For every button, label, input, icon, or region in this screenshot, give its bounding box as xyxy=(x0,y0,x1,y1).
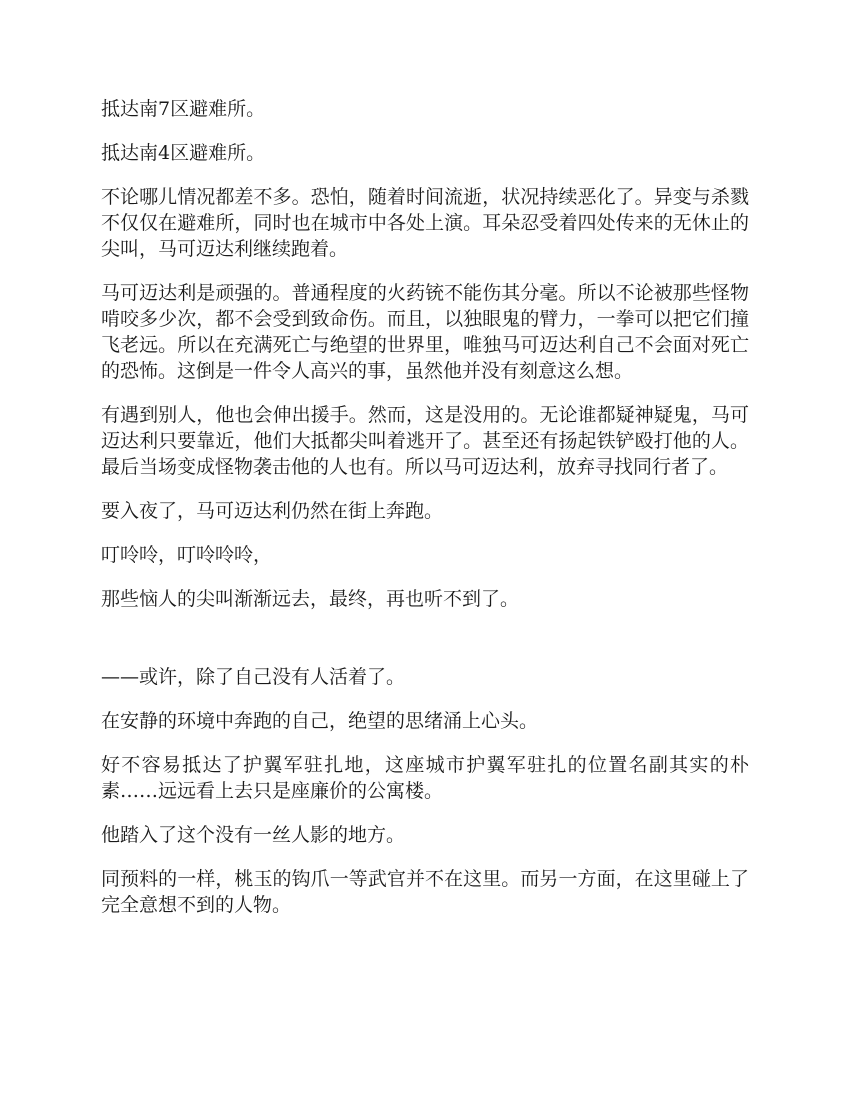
paragraph-unexpected-person: 同预料的一样，桃玉的钩爪一等武官并不在这里。而另一方面，在这里碰上了完全意想不到的人物。 xyxy=(101,868,749,916)
paragraph-helping-others: 有遇到别人，他也会伸出援手。然而，这是没用的。无论谁都疑神疑鬼，马可迈达利只要靠近，他们大抵都尖叫着逃开了。甚至还有扬起铁铲殴打他的人。最后当场变成怪物袭击他的人也有。所以马可迈达利，放弃寻找同行者了。 xyxy=(101,404,749,478)
paragraph-situation: 不论哪儿情况都差不多。恐怕，随着时间流逝，状况持续恶化了。异变与杀戮不仅仅在避难所，同时也在城市中各处上演。耳朵忍受着四处传来的无休止的尖叫，马可迈达利继续跑着。 xyxy=(101,186,749,260)
document-page xyxy=(101,96,749,936)
paragraph-garrison: 好不容易抵达了护翼军驻扎地，这座城市护翼军驻扎的位置名副其实的朴素……远远看上去只是座廉价的公寓楼。 xyxy=(101,754,749,802)
paragraph-no-one-alive: ——或许，除了自己没有人活着了。 xyxy=(101,666,406,688)
paragraph-despair: 在安静的环境中奔跑的自己，绝望的思绪涌上心头。 xyxy=(101,710,539,732)
paragraph-ringing: 叮呤呤，叮呤呤呤， xyxy=(101,544,273,566)
paragraph-arrive-south-7: 抵达南7区避难所。 xyxy=(101,98,266,120)
paragraph-nightfall: 要入夜了，马可迈达利仍然在街上奔跑。 xyxy=(101,500,444,522)
paragraph-tough: 马可迈达利是顽强的。普通程度的火药铳不能伤其分毫。所以不论被那些怪物啃咬多少次，都不会受到致命伤。而且，以独眼鬼的臂力，一拳可以把它们撞飞老远。所以在充满死亡与绝望的世界里，唯独马可迈达利自己不会面对死亡的恐怖。这倒是一件令人高兴的事，虽然他并没有刻意这么想。 xyxy=(101,282,749,382)
paragraph-arrive-south-4: 抵达南4区避难所。 xyxy=(101,142,266,164)
paragraph-screams-fade: 那些恼人的尖叫渐渐远去，最终，再也听不到了。 xyxy=(101,588,520,610)
paragraph-stepped-in: 他踏入了这个没有一丝人影的地方。 xyxy=(101,824,406,846)
